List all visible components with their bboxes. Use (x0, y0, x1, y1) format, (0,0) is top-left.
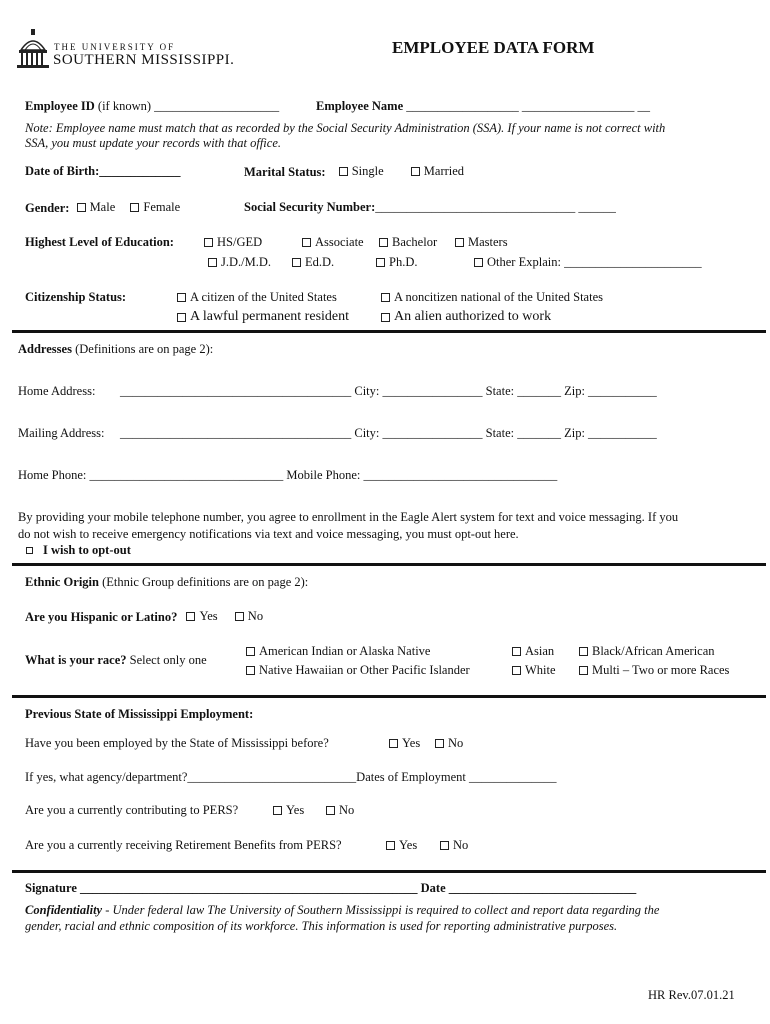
home-address-label: Home Address: (18, 384, 96, 398)
edu-jd-option[interactable]: J.D./M.D. (208, 255, 271, 270)
logo-line2: SOUTHERN MISSISSIPPI. (53, 52, 235, 68)
employee-id-label: Employee ID (25, 99, 95, 113)
pers-benefits-no-option[interactable]: No (440, 838, 468, 853)
edu-masters-option[interactable]: Masters (455, 235, 508, 250)
hispanic-no-option[interactable]: No (235, 609, 263, 624)
gender-female-option[interactable]: Female (130, 200, 180, 215)
race-question: What is your race? Select only one (25, 653, 207, 667)
signature-row (25, 881, 636, 896)
addresses-header: Addresses (Definitions are on page 2): (18, 342, 214, 356)
section-divider (12, 563, 766, 566)
checkbox[interactable] (435, 739, 444, 748)
citizenship-label: Citizenship Status: (25, 290, 127, 304)
page-title: EMPLOYEE DATA FORM (392, 38, 595, 57)
hispanic-row (25, 609, 263, 625)
date-label: Date (420, 881, 446, 895)
resident-option[interactable]: A lawful permanent resident (177, 309, 349, 325)
checkbox[interactable] (386, 841, 395, 850)
pers-contrib-yes-option[interactable]: Yes (273, 803, 304, 818)
confidentiality-line2: gender, racial and ethnic composition of its workforce. This information is used for reporting administrative purposes. (25, 919, 618, 933)
employee-name-field[interactable]: __________________ __________________ __ (406, 99, 651, 113)
section-divider (12, 695, 766, 698)
logo-line1: THE UNIVERSITY OF (54, 42, 176, 52)
checkbox[interactable] (77, 203, 86, 212)
race-multi-option[interactable]: Multi – Two or more Races (579, 663, 729, 678)
employed-yes-option[interactable]: Yes (389, 736, 420, 751)
employee-name-label: Employee Name (316, 99, 404, 113)
checkbox[interactable] (177, 293, 186, 302)
citizen-option[interactable]: A citizen of the United States (177, 290, 337, 305)
checkbox[interactable] (512, 666, 521, 675)
pers-contrib-no-option[interactable]: No (326, 803, 354, 818)
checkbox[interactable] (246, 666, 255, 675)
noncitizen-option[interactable]: A noncitizen national of the United States (381, 290, 603, 305)
checkbox[interactable] (204, 238, 213, 247)
checkbox[interactable] (246, 647, 255, 656)
section-divider (12, 870, 766, 873)
alien-option[interactable]: An alien authorized to work (381, 309, 551, 325)
signature-field[interactable]: ______________________________________________________ (80, 881, 418, 895)
gender-row (25, 200, 180, 216)
section-divider (12, 330, 766, 333)
dob-field[interactable]: _____________ (99, 164, 181, 178)
eagle-alert-line2: do not wish to receive emergency notifications via text and voice messaging, you must opt-out here. (18, 527, 519, 541)
checkbox[interactable] (292, 258, 301, 267)
checkbox[interactable] (579, 666, 588, 675)
ssn-row (244, 200, 616, 215)
edu-phd-option[interactable]: Ph.D. (376, 255, 417, 270)
optout-option[interactable]: I wish to opt-out (26, 543, 131, 558)
checkbox[interactable] (186, 612, 195, 621)
employment-q2[interactable]: If yes, what agency/department?___________________________Dates of Employment ______________ (25, 770, 557, 784)
checkbox[interactable] (411, 167, 420, 176)
checkbox[interactable] (177, 313, 186, 322)
footer-revision: HR Rev.07.01.21 (648, 988, 735, 1002)
hispanic-question: Are you Hispanic or Latino? (25, 610, 178, 624)
race-asian-option[interactable]: Asian (512, 644, 554, 659)
employment-q1: Have you been employed by the State of Mississippi before? (25, 736, 329, 750)
checkbox[interactable] (130, 203, 139, 212)
employee-id-row (25, 99, 279, 114)
employee-id-hint: (if known) (97, 99, 152, 113)
gender-label: Gender: (25, 201, 70, 215)
signature-label: Signature (25, 881, 77, 895)
marital-married-option[interactable]: Married (411, 164, 464, 179)
edu-other-option[interactable]: Other Explain: ______________________ (474, 255, 702, 270)
university-logo (16, 28, 246, 72)
employee-id-field[interactable]: ____________________ (154, 99, 280, 113)
edu-associate-option[interactable]: Associate (302, 235, 364, 250)
checkbox[interactable] (379, 238, 388, 247)
gender-male-option[interactable]: Male (77, 200, 116, 215)
edu-hs-option[interactable]: HS/GED (204, 235, 262, 250)
checkbox[interactable] (273, 806, 282, 815)
checkbox[interactable] (326, 806, 335, 815)
checkbox[interactable] (381, 293, 390, 302)
ssn-label: Social Security Number: (244, 200, 376, 214)
checkbox[interactable] (579, 647, 588, 656)
checkbox[interactable] (474, 258, 483, 267)
checkbox[interactable] (440, 841, 449, 850)
pers-benefits-yes-option[interactable]: Yes (386, 838, 417, 853)
note-line1: Note: Employee name must match that as recorded by the Social Security Administration (SSA). If your name is not correct with (25, 121, 666, 135)
race-american-indian-option[interactable]: American Indian or Alaska Native (246, 644, 430, 659)
employment-q3: Are you a currently contributing to PERS? (25, 803, 239, 817)
confidentiality-line1: Confidentiality - Under federal law The University of Southern Mississippi is required to collect and report data regarding the (25, 903, 660, 917)
edu-bachelor-option[interactable]: Bachelor (379, 235, 437, 250)
mailing-address-label: Mailing Address: (18, 426, 105, 440)
employed-no-option[interactable]: No (435, 736, 463, 751)
mailing-address-field[interactable]: _____________________________________ City: ________________ State: _______ Zip: ___________ (120, 426, 657, 440)
checkbox[interactable] (376, 258, 385, 267)
checkbox[interactable] (512, 647, 521, 656)
checkbox[interactable] (339, 167, 348, 176)
edu-edd-option[interactable]: Ed.D. (292, 255, 334, 270)
race-hawaiian-option[interactable]: Native Hawaiian or Other Pacific Islander (246, 663, 470, 678)
note-line2: SSA, you must update your records with that office. (25, 136, 281, 150)
eagle-alert-line1: By providing your mobile telephone number, you agree to enrollment in the Eagle Alert system for text and voice messaging. If you (18, 510, 679, 524)
race-white-option[interactable]: White (512, 663, 556, 678)
checkbox[interactable] (302, 238, 311, 247)
date-field[interactable]: ______________________________ (448, 881, 637, 895)
phone-row[interactable]: Home Phone: _______________________________ Mobile Phone: _______________________________ (18, 468, 558, 482)
ethnic-header: Ethnic Origin (Ethnic Group definitions are on page 2): (25, 575, 309, 589)
employment-q4: Are you a currently receiving Retirement Benefits from PERS? (25, 838, 342, 852)
checkbox[interactable] (26, 547, 33, 554)
marital-label: Marital Status: (244, 165, 326, 179)
dome-icon (16, 28, 50, 70)
dob-label: Date of Birth:_____________ (25, 164, 181, 178)
checkbox[interactable] (381, 313, 390, 322)
checkbox[interactable] (235, 612, 244, 621)
education-label: Highest Level of Education: (25, 235, 174, 249)
race-black-option[interactable]: Black/African American (579, 644, 715, 659)
home-address-field[interactable]: _____________________________________ City: ________________ State: _______ Zip: ___________ (120, 384, 657, 398)
ssn-field[interactable]: ________________________________ ______ (375, 200, 616, 214)
checkbox[interactable] (455, 238, 464, 247)
employment-header: Previous State of Mississippi Employment: (25, 707, 254, 721)
checkbox[interactable] (208, 258, 217, 267)
checkbox[interactable] (389, 739, 398, 748)
hispanic-yes-option[interactable]: Yes (186, 609, 217, 624)
employee-name-row (316, 99, 650, 114)
marital-row (244, 164, 464, 180)
marital-single-option[interactable]: Single (339, 164, 384, 179)
